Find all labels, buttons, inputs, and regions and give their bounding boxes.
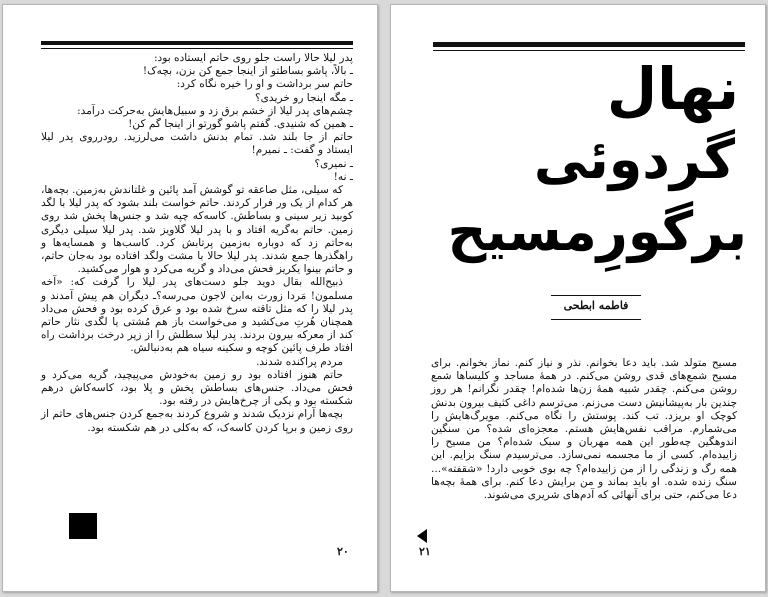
left-paragraph: که سیلی، مثل صاعقه تو گوشش آمد پائین و غلتاندش به‌زمین. بچه‌ها، هر کدام از یک ور فرار کردند. حاتم خواست بلند بشود که پدر لیلا با لگد کوبید زیر سینی و بساطش. کاسه‌که چپه شد و جنس‌ها پخش شد روی زمین. حاتم به‌گریه افتاد و با پدر لیلا گلاویز شد. پدر لیلا سیلی دیگری به‌حاتم زد که دوباره به‌زمین پرتابش کرد. کاسب‌ها و همسایه‌ها و راهگذرها جمع شدند. پدر لیلا حالا با مشت ولگد افتاده بود به‌جان حاتم، و حاتم بینوا یکریز فحش می‌داد و گریه می‌کرد و هوار می‌کشید. — [41, 184, 353, 276]
left-paragraph: ـ مگه اینجا رو خریدی؟ — [255, 91, 353, 104]
page-end-marker — [69, 513, 97, 539]
left-paragraph: چشم‌های پدر لیلا از خشم برق زد و سبیل‌هایش به‌حرکت درآمد: — [77, 104, 353, 117]
left-paragraph: ـ نمیری؟ — [314, 157, 353, 170]
left-page — [2, 4, 378, 592]
left-body-text — [41, 52, 353, 435]
title-thick-rule — [433, 42, 745, 47]
top-thin-rule — [41, 48, 353, 49]
right-body-text — [431, 357, 737, 502]
left-paragraph: ـ همین که شنیدی. گفتم پاشو گورتو از اینجا گم کن! — [128, 118, 353, 131]
left-paragraph: بچه‌ها آرام نزدیک شدند و شروع کردند به‌جمع کردن جنس‌های حاتم از روی زمین و برپا کردن کاسه‌ک، که به‌کلی در هم شکسته بود. — [41, 408, 353, 434]
left-paragraph: حاتم از جا بلند شد. تمام بدنش داشت می‌لرزید. رودرروی پدر لیلا ایستاد و گفت: ـ نمیرم! — [41, 131, 353, 157]
author-top-rule — [551, 295, 641, 296]
left-paragraph: حاتم سر برداشت و او را خیره نگاه کرد: — [176, 78, 353, 91]
right-page-number: ۲۱ — [419, 545, 431, 558]
left-paragraph: حاتم هنوز افتاده بود رو زمین به‌خودش می‌پیچید، گریه می‌کرد و فحش می‌داد. جنس‌های بساطش پخش و پلا بود، کاسه‌کاش درهم شکسته بود و یکی از چرخ‌هایش در رفته بود. — [41, 368, 353, 408]
title-line-3: برگورِمسیح — [447, 200, 747, 263]
right-page — [390, 4, 766, 592]
title-line-2: گردوئی — [533, 128, 735, 191]
left-paragraph: پدر لیلا حالا راست جلو روی حاتم ایستاده بود: — [153, 52, 353, 64]
top-thick-rule — [41, 41, 353, 45]
title-line-1: نهال — [606, 55, 739, 123]
author-name: فاطمه ابطحی — [563, 299, 629, 312]
left-paragraph: مردم پراکنده شدند. — [256, 355, 343, 368]
page-turn-triangle-icon — [417, 529, 427, 543]
left-page-number: ۲۰ — [337, 545, 349, 558]
left-paragraph: ـ نه! — [333, 170, 353, 183]
right-paragraph: مسیح متولد شد. باید دعا بخوانم. نذر و نیاز کنم. نماز بخوانم. برای مسیح شمع‌های قدی روشن می‌کنم. در همهٔ مساجد و کلیساها شمع روشن می‌کنم. چقدر شبیه همهٔ زن‌ها شده‌ام! چقدر نگرانم! هر روز چندین بار به‌پیشانیش دست می‌زنم. می‌ترسم داغی کثیف بیرون بدنش کوچک او بریزد. تب کند. پوستش را نگاه می‌کنم. مویرگ‌هایش را می‌شمارم. مراقب نفس‌هایش هستم. معجزه‌ای شده؟ من سنگین اندوهگین چه‌طور این همه مهربان و سبک شده‌ام؟ من مسیح را زاییده‌ام. کسی از ما مجسمه نمی‌سازد. می‌ترسیدم سنگ بزایم. این همه رگ و زندگی را از من زاییده‌ام؟ چه بوی خوبی دارد! «شقفته»... سنگ زنده شده. او باید بماند و من برایش دعا کنم. برای همهٔ بچه‌ها دعا می‌کنم، حتی برای آنهائی که آدم‌های شریری می‌شوند. — [431, 357, 737, 502]
title-thin-rule — [433, 50, 745, 51]
left-paragraph: ذبیح‌الله بقال دوید جلو دست‌های پدر لیلا را گرفت که: «آخه مسلمون! مَردا زورت به‌این لاجون می‌رسه؟ـ دیگران هم پیش آمدند و پدر لیلا را که مثل تاقته سرخ شده بود و عرق کرده بود و فحش می‌داد همچنان هُرتِ می‌کشید و می‌خواست باز هم مُشتی یا لگدی نثار حاتم کند از معرکه بیرون بردند. پدر لیلا سطلش را از زیر درخت برداشت راه افتاد طرف پائین کوچه و سکینه سیاه هم به‌دنبالش. — [41, 276, 353, 355]
left-paragraph: ـ بالاً، پاشو بساطتو از اینجا جمع کن بزن، بچه‌ک! — [142, 65, 353, 78]
author-bottom-rule — [551, 319, 641, 320]
